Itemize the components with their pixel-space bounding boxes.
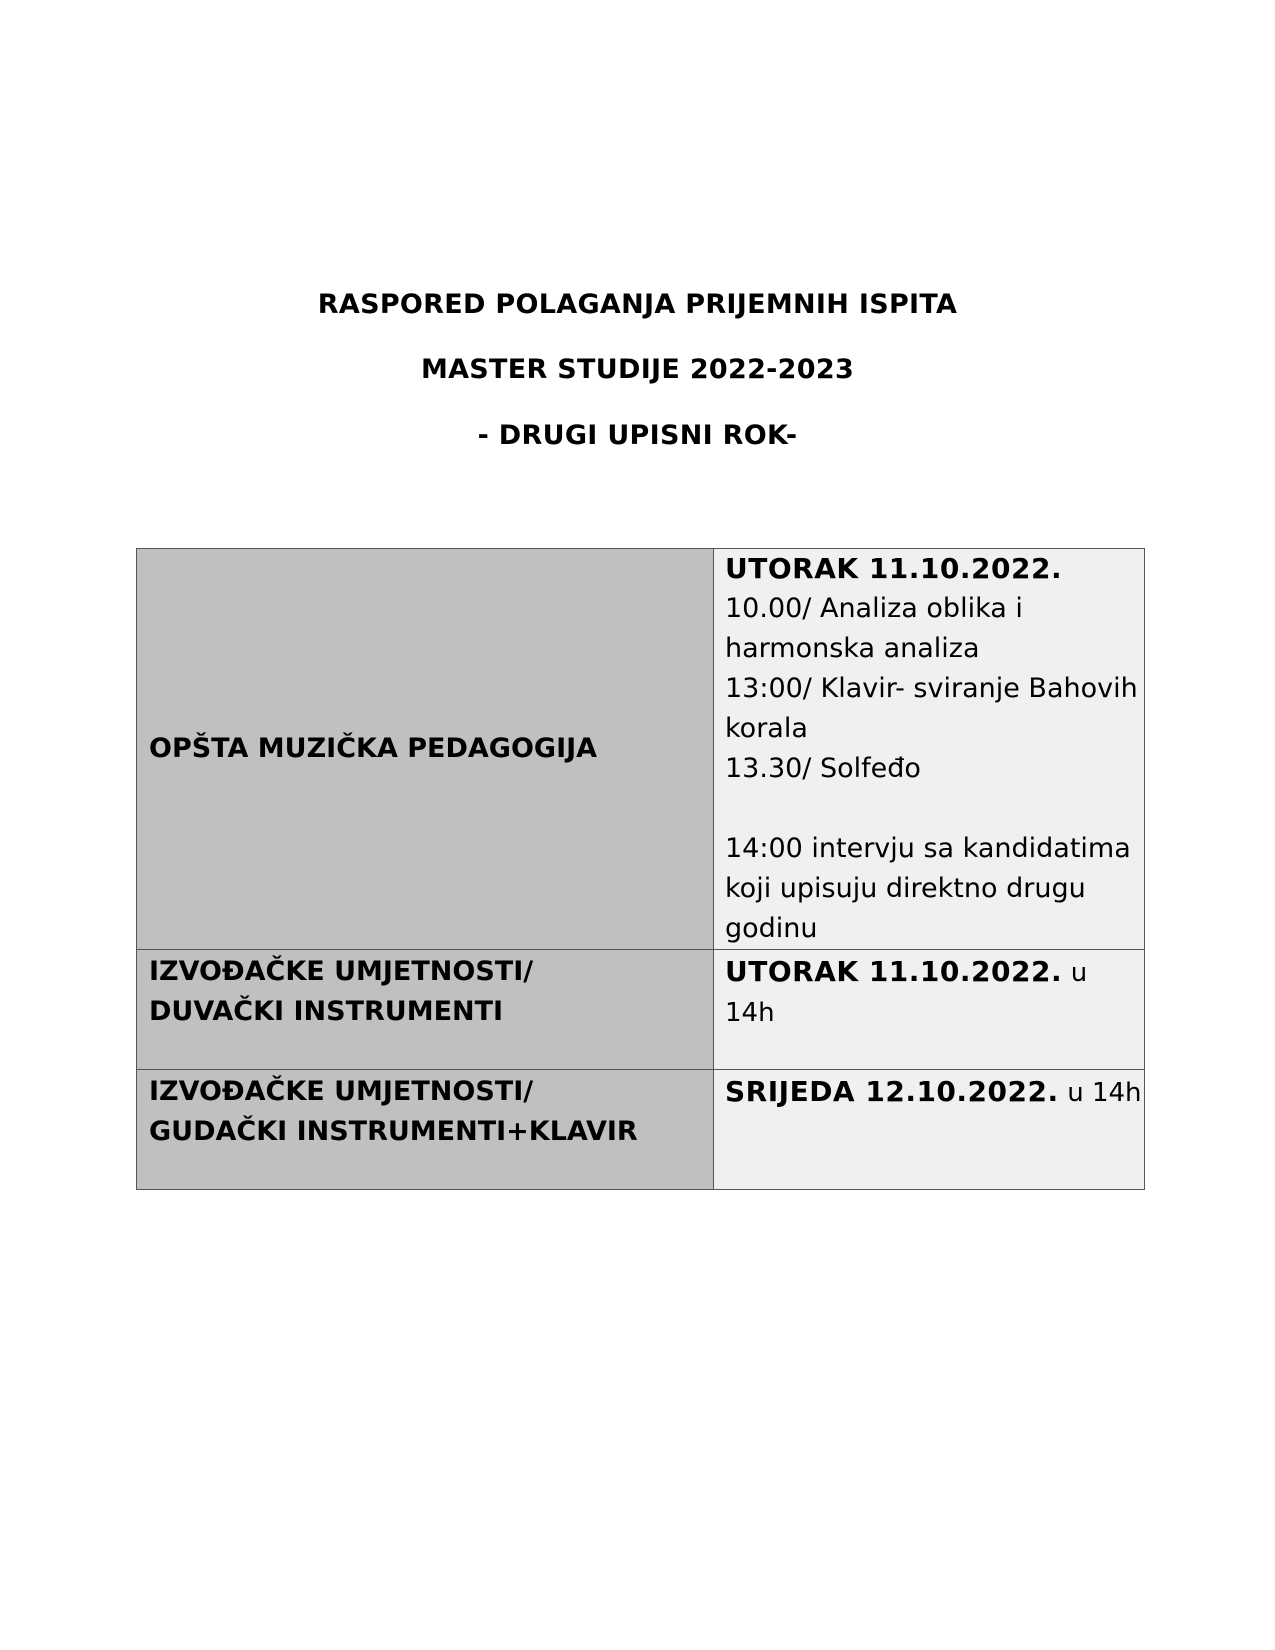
program-cell xyxy=(137,549,714,950)
schedule-cell xyxy=(714,549,1145,950)
schedule-line: 13.30/ Solfeđo xyxy=(725,753,921,784)
table-row xyxy=(137,549,1145,950)
table-row xyxy=(137,1070,1145,1190)
program-cell xyxy=(137,950,714,1070)
schedule-line: harmonska analiza xyxy=(725,633,980,664)
exam-schedule-table xyxy=(136,548,1145,1190)
document-subtitle: MASTER STUDIJE 2022-2023 xyxy=(420,354,855,385)
program-name: IZVOĐAČKE UMJETNOSTI/ xyxy=(149,1076,534,1107)
schedule-cell xyxy=(714,1070,1145,1190)
table-row xyxy=(137,950,1145,1070)
exam-date: UTORAK 11.10.2022. xyxy=(725,552,1063,585)
schedule-line: 14:00 intervju sa kandidatima xyxy=(725,833,1131,864)
schedule-line: koji upisuju direktno drugu xyxy=(725,873,1086,904)
program-name: GUDAČKI INSTRUMENTI+KLAVIR xyxy=(149,1116,638,1147)
program-name: DUVAČKI INSTRUMENTI xyxy=(149,996,504,1027)
exam-time: u 14h xyxy=(725,958,1088,1028)
blank-line xyxy=(725,789,1144,829)
document-title: RASPORED POLAGANJA PRIJEMNIH ISPITA xyxy=(317,289,958,320)
schedule-line: korala xyxy=(725,713,808,744)
program-name: OPŠTA MUZIČKA PEDAGOGIJA xyxy=(149,733,598,764)
program-cell xyxy=(137,1070,714,1190)
schedule-line: 10.00/ Analiza oblika i xyxy=(725,593,1023,624)
exam-time: u 14h xyxy=(1067,1078,1142,1108)
program-name: IZVOĐAČKE UMJETNOSTI/ xyxy=(149,956,534,987)
schedule-line: godinu xyxy=(725,913,818,944)
schedule-cell xyxy=(714,950,1145,1070)
exam-date: UTORAK 11.10.2022. xyxy=(725,955,1063,988)
exam-date: SRIJEDA 12.10.2022. xyxy=(725,1075,1059,1108)
enrollment-term: - DRUGI UPISNI ROK- xyxy=(477,420,798,451)
schedule-line: 13:00/ Klavir- sviranje Bahovih xyxy=(725,673,1138,704)
